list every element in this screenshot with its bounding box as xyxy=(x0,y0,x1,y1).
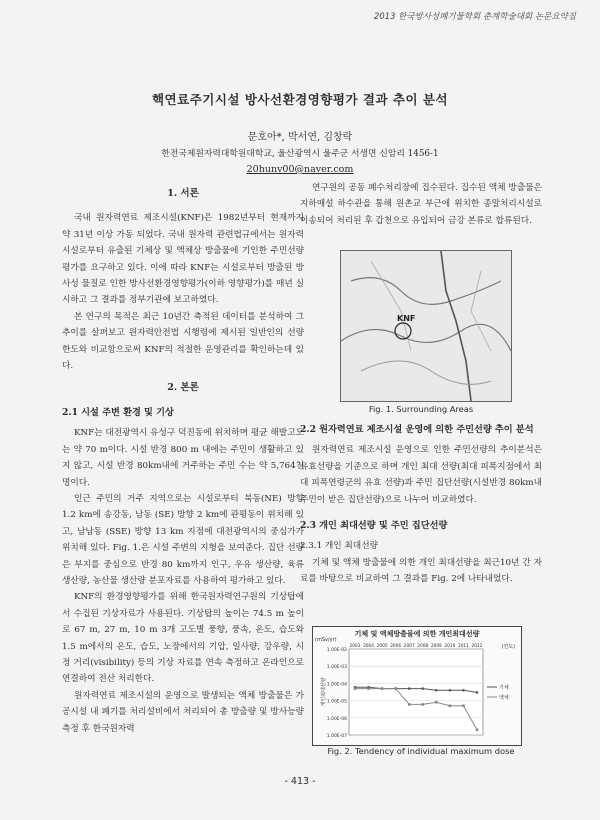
chart-y-tick-label: 1.00E-07 xyxy=(326,734,347,739)
chart-point xyxy=(408,687,411,690)
right-top-paragraph: 연구원의 공동 폐수처리장에 집수된다. 집수된 액체 방출물은 지하매설 하수관을 통해 원촌교 부근에 위치한 종말처리시설로 이송되어 처리된 후 갑천으로 유입되어 금강 본류로 합류된다. xyxy=(300,183,542,226)
chart-y-tick-label: 1.00E-03 xyxy=(326,665,347,671)
chart-point xyxy=(354,687,357,690)
chart-point xyxy=(449,704,452,707)
right-column-lower xyxy=(300,418,542,588)
surrounding-areas-map xyxy=(340,250,512,402)
chart-point xyxy=(476,691,479,694)
chart-legend-label: 기체 xyxy=(499,685,509,691)
section-intro-title: 1. 서론 xyxy=(167,188,199,199)
chart-point xyxy=(421,703,424,706)
chart-point xyxy=(449,689,452,692)
sec21-paragraph-4: 원자력연료 제조시설의 운영으로 발생되는 액체 방출물은 가공시설 내 폐기를 처리설비에서 처리되어 총 방출량 및 방사능량 측정 후 한국원자력 xyxy=(62,690,304,734)
sec21-paragraph-1: KNF는 대전광역시 유성구 덕진동에 위치하며 평균 해발고도는 약 70 m이다. 시설 반경 800 m 내에는 주민이 생활하고 있지 않고, 시설 반경 80km내에 거주하는 주민 수는 약 5,764천명이다. xyxy=(62,428,304,488)
chart-y-tick-label: 1.00E-06 xyxy=(326,716,347,722)
chart-x-tick-label: 2008 xyxy=(417,644,429,649)
chart-plot-area xyxy=(349,649,483,735)
sec21-paragraph-2: 인근 주민의 거주 지역으로는 시설로부터 북동(NE) 방향 1.2 km에 송강동, 남동 (SE) 방향 2 km에 관평동이 위치해 있고, 남남동 (SSE) 방향 13 km 지점에 대전광역시의 중심가가 위치해 있다. Fig. 1.은 시설 주변의 지형을 보여준다. 집단 선량은 부지를 중심으로 반경 80 km까지 인구, 우유 생산량, 육류 생산량, 농산물 생산량 분포자료를 사용하여 평가하고 있다. xyxy=(62,493,304,586)
map-knf-label: KNF xyxy=(397,314,416,323)
chart-y-unit: (mSv/yr) xyxy=(315,637,337,643)
affiliation: 한전국제원자력대학원대학교, 울산광역시 울주군 서생면 신암리 1456-1 xyxy=(161,149,439,159)
chart-x-tick-label: 2007 xyxy=(403,644,415,649)
chart-point xyxy=(435,689,438,692)
sec22-paragraph-1: 원자력연료 제조시설 운영으로 인한 주민선량의 추이분석은 유효선량을 기준으로 하며 개인 최대 선량(최대 피폭지점에서 최대 피폭연령군의 유효 선량)과 주민 집단선량(시설반경 80km내 주민이 받은 집단선량)으로 나누어 비교하였다. xyxy=(300,445,542,505)
chart-y-tick-label: 1.00E-04 xyxy=(326,682,347,688)
paper-title: 핵연료주기시설 방사선환경영향평가 결과 추이 분석 xyxy=(151,92,449,107)
sec21-paragraph-3: KNF의 환경영향평가를 위해 한국원자력연구원의 기상탑에서 수집된 기상자료가 사용된다. 기상탑의 높이는 74.5 m 높이로 67 m, 27 m, 10 m 3개 고도별 풍향, 풍속, 온도, 습도와 1.5 m에서의 온도, 습도, 노장에서의 기압, 일사량, 강우량, 시정 거리(visibility) 등의 기상 자료를 연속 측정하고 온라인으로 연결하여 전산 처리한다. xyxy=(62,592,304,685)
chart-point xyxy=(462,689,465,692)
page-number: - 413 - xyxy=(284,776,316,787)
chart-x-tick-label: 2012 xyxy=(471,644,483,649)
subsection-2-2-title: 2.2 원자력연료 제조시설 운영에 의한 주민선량 추이 분석 xyxy=(300,424,534,435)
intro-paragraph-1: 국내 원자력연료 제조시설(KNF)은 1982년부터 현재까지 약 31년 이상 가동 되었다. 국내 원자력 관련법규에서는 원자력시설로부터 유출된 기체상 및 액체상 방출물에 기인한 주민선량평가를 요구하고 있다. 이에 따라 KNF는 시설로부터 방출된 방사성 물질로 인한 방사선환경영향평가(이하 영향평가)를 매년 실시하고 그 결과를 정부기관에 보고하였다. xyxy=(62,213,304,306)
chart-point xyxy=(421,687,424,690)
conference-header: 2013 한국방사성폐기물학회 춘계학술대회 논문요약집 xyxy=(373,12,576,22)
chart-point xyxy=(367,687,370,690)
chart-x-tick-label: 2010 xyxy=(444,644,456,649)
dose-trend-chart xyxy=(312,626,522,746)
chart-x-tick-label: 2011 xyxy=(457,644,469,649)
left-column xyxy=(62,180,304,737)
section-body-title: 2. 본론 xyxy=(167,382,199,394)
chart-legend-label: 액체 xyxy=(499,695,509,701)
intro-paragraph-2: 본 연구의 목적은 최근 10년간 축적된 데이터를 분석하여 그 추이를 살펴보고 원자력안전법 시행령에 제시된 일반인의 선량한도와 비교함으로써 KNF의 적절한 운영관리를 확인하는데 있다. xyxy=(62,311,304,372)
chart-x-tick-label: 2004 xyxy=(363,644,375,649)
chart-point xyxy=(408,703,411,706)
chart-y-tick-label: 1.00E-05 xyxy=(326,699,347,705)
authors: 문호아*, 박서연, 김창락 xyxy=(247,132,353,143)
subsection-2-3-1-title: 2.3.1 개인 최대선량 xyxy=(300,541,378,552)
chart-point xyxy=(394,687,397,690)
figure-1-caption: Fig. 1. Surrounding Areas xyxy=(368,404,474,414)
chart-x-tick-label: 2005 xyxy=(376,644,388,649)
chart-x-tick-label: 2006 xyxy=(390,644,402,649)
chart-title: 기체 및 액체방출물에 의한 개인최대선량 xyxy=(354,630,480,638)
sec231-paragraph-1: 기체 및 액체 방출물에 의한 개인 최대선량을 최근10년 간 자료를 바탕으로 비교하여 그 결과를 Fig. 2에 나타내었다. xyxy=(300,557,542,585)
chart-x-unit: (연도) xyxy=(501,644,515,650)
right-column xyxy=(300,180,542,229)
subsection-2-3-title: 2.3 개인 최대선량 및 주민 집단선량 xyxy=(300,520,448,532)
chart-point xyxy=(381,687,384,690)
chart-x-tick-label: 2003 xyxy=(349,644,361,649)
subsection-2-1-title: 2.1 시설 주변 환경 및 기상 xyxy=(62,406,174,418)
email-link[interactable]: 20hunv00@naver.com xyxy=(246,164,354,175)
chart-y-axis-label: 개인최대선량 xyxy=(321,677,327,707)
chart-y-tick-label: 1.00E-02 xyxy=(326,648,347,653)
figure-2-caption: Fig. 2. Tendency of individual maximum dose xyxy=(327,746,515,756)
chart-x-tick-label: 2009 xyxy=(430,644,442,649)
chart-plot xyxy=(313,627,521,745)
chart-point xyxy=(462,704,465,707)
chart-point xyxy=(435,701,438,704)
chart-point xyxy=(476,729,479,732)
